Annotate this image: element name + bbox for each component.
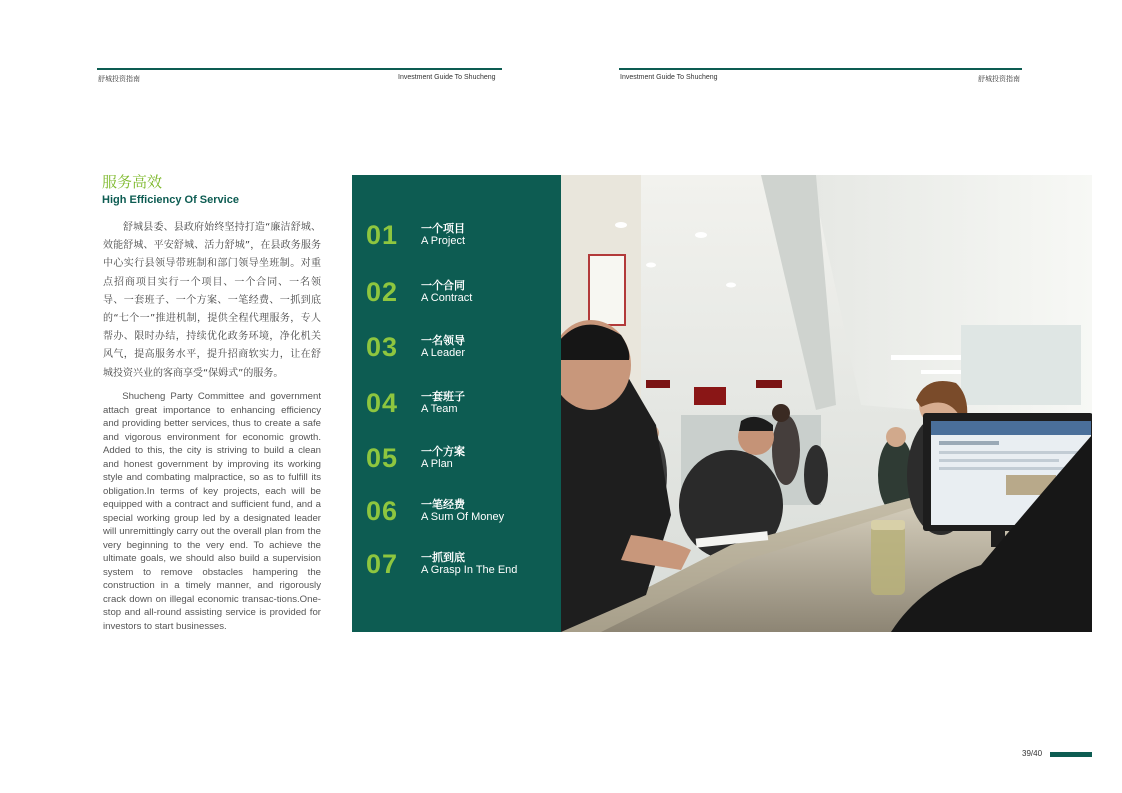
item-number: 05 [366, 443, 399, 473]
page-number-bar [1050, 752, 1092, 757]
header-left-en: Investment Guide To Shucheng [398, 74, 496, 81]
item-label-cn: 一名领导 [421, 334, 465, 347]
item-number: 06 [366, 496, 399, 526]
item-label-en: A Leader [421, 347, 466, 359]
header-rule-left [97, 68, 502, 70]
section-title-cn: 服务高效 [102, 173, 163, 191]
header-right-cn: 舒城投资指南 [978, 76, 1020, 83]
paragraph-cn: 舒城县委、县政府始终坚持打造“廉洁舒城、效能舒城、平安舒城、活力舒城”，在县政务服务中心实行县领导带班制和部门领导坐班制。对重点招商项目实行一个项目、一个合同、一名领导、一套班子、一个方案、一笔经费、一抓到底的“七个一”推进机制，提供全程代理服务，专人帮办、限时办结，持续优化政务环境，净化机关风气，提高服务水平，提升招商软实力，让在舒城投资兴业的客商享受“保姆式”的服务。 [103, 222, 321, 379]
header-rule-right [619, 68, 1022, 70]
item-label-en: A Sum Of Money [421, 511, 505, 523]
paragraph-en: Shucheng Party Committee and government attach great importance to enhancing efficiency and providing better services, thus to create a safe and vigorous environment for economic growth. Added to this, the city is striving to build a clean and honest government by improving its working style and combating malpractice, so as to fulfill its obligation.In terms of key projects, each will be equipped with a contract and sufficient fund, and a special working group led by a designated leader will unremittingly carry out the overall plan from the very beginning to the very end. To achieve the ultimate goals, we should also build a supervision system to remove obstacles hampering the construction in a timely manner, and rigorously crack down on illegal economic transac-tions.One-stop and all-round assisting service is provided for investors to start businesses. [103, 391, 321, 632]
item-label-en: A Project [421, 235, 466, 247]
service-hall-illustration [561, 175, 1092, 632]
section-title-en: High Efficiency Of Service [102, 194, 239, 206]
item-label-en: A Team [421, 403, 458, 415]
header-left-cn: 舒城投资指南 [98, 76, 140, 83]
page-number: 39/40 [1022, 749, 1043, 758]
item-number: 04 [366, 388, 399, 418]
item-label-cn: 一个项目 [421, 222, 465, 235]
item-label-cn: 一套班子 [421, 390, 465, 403]
item-number: 01 [366, 220, 399, 250]
item-label-cn: 一个合同 [421, 279, 465, 292]
service-hall-photo [561, 175, 1092, 632]
item-label-en: A Grasp In The End [421, 564, 518, 576]
item-label-en: A Contract [421, 292, 473, 304]
item-number: 02 [366, 277, 399, 307]
header-right-en: Investment Guide To Shucheng [620, 74, 718, 81]
item-label-cn: 一抓到底 [421, 551, 465, 564]
item-label-en: A Plan [421, 458, 453, 470]
item-number: 03 [366, 332, 399, 362]
item-label-cn: 一个方案 [421, 445, 465, 458]
item-label-cn: 一笔经费 [421, 498, 465, 511]
item-number: 07 [366, 549, 399, 579]
